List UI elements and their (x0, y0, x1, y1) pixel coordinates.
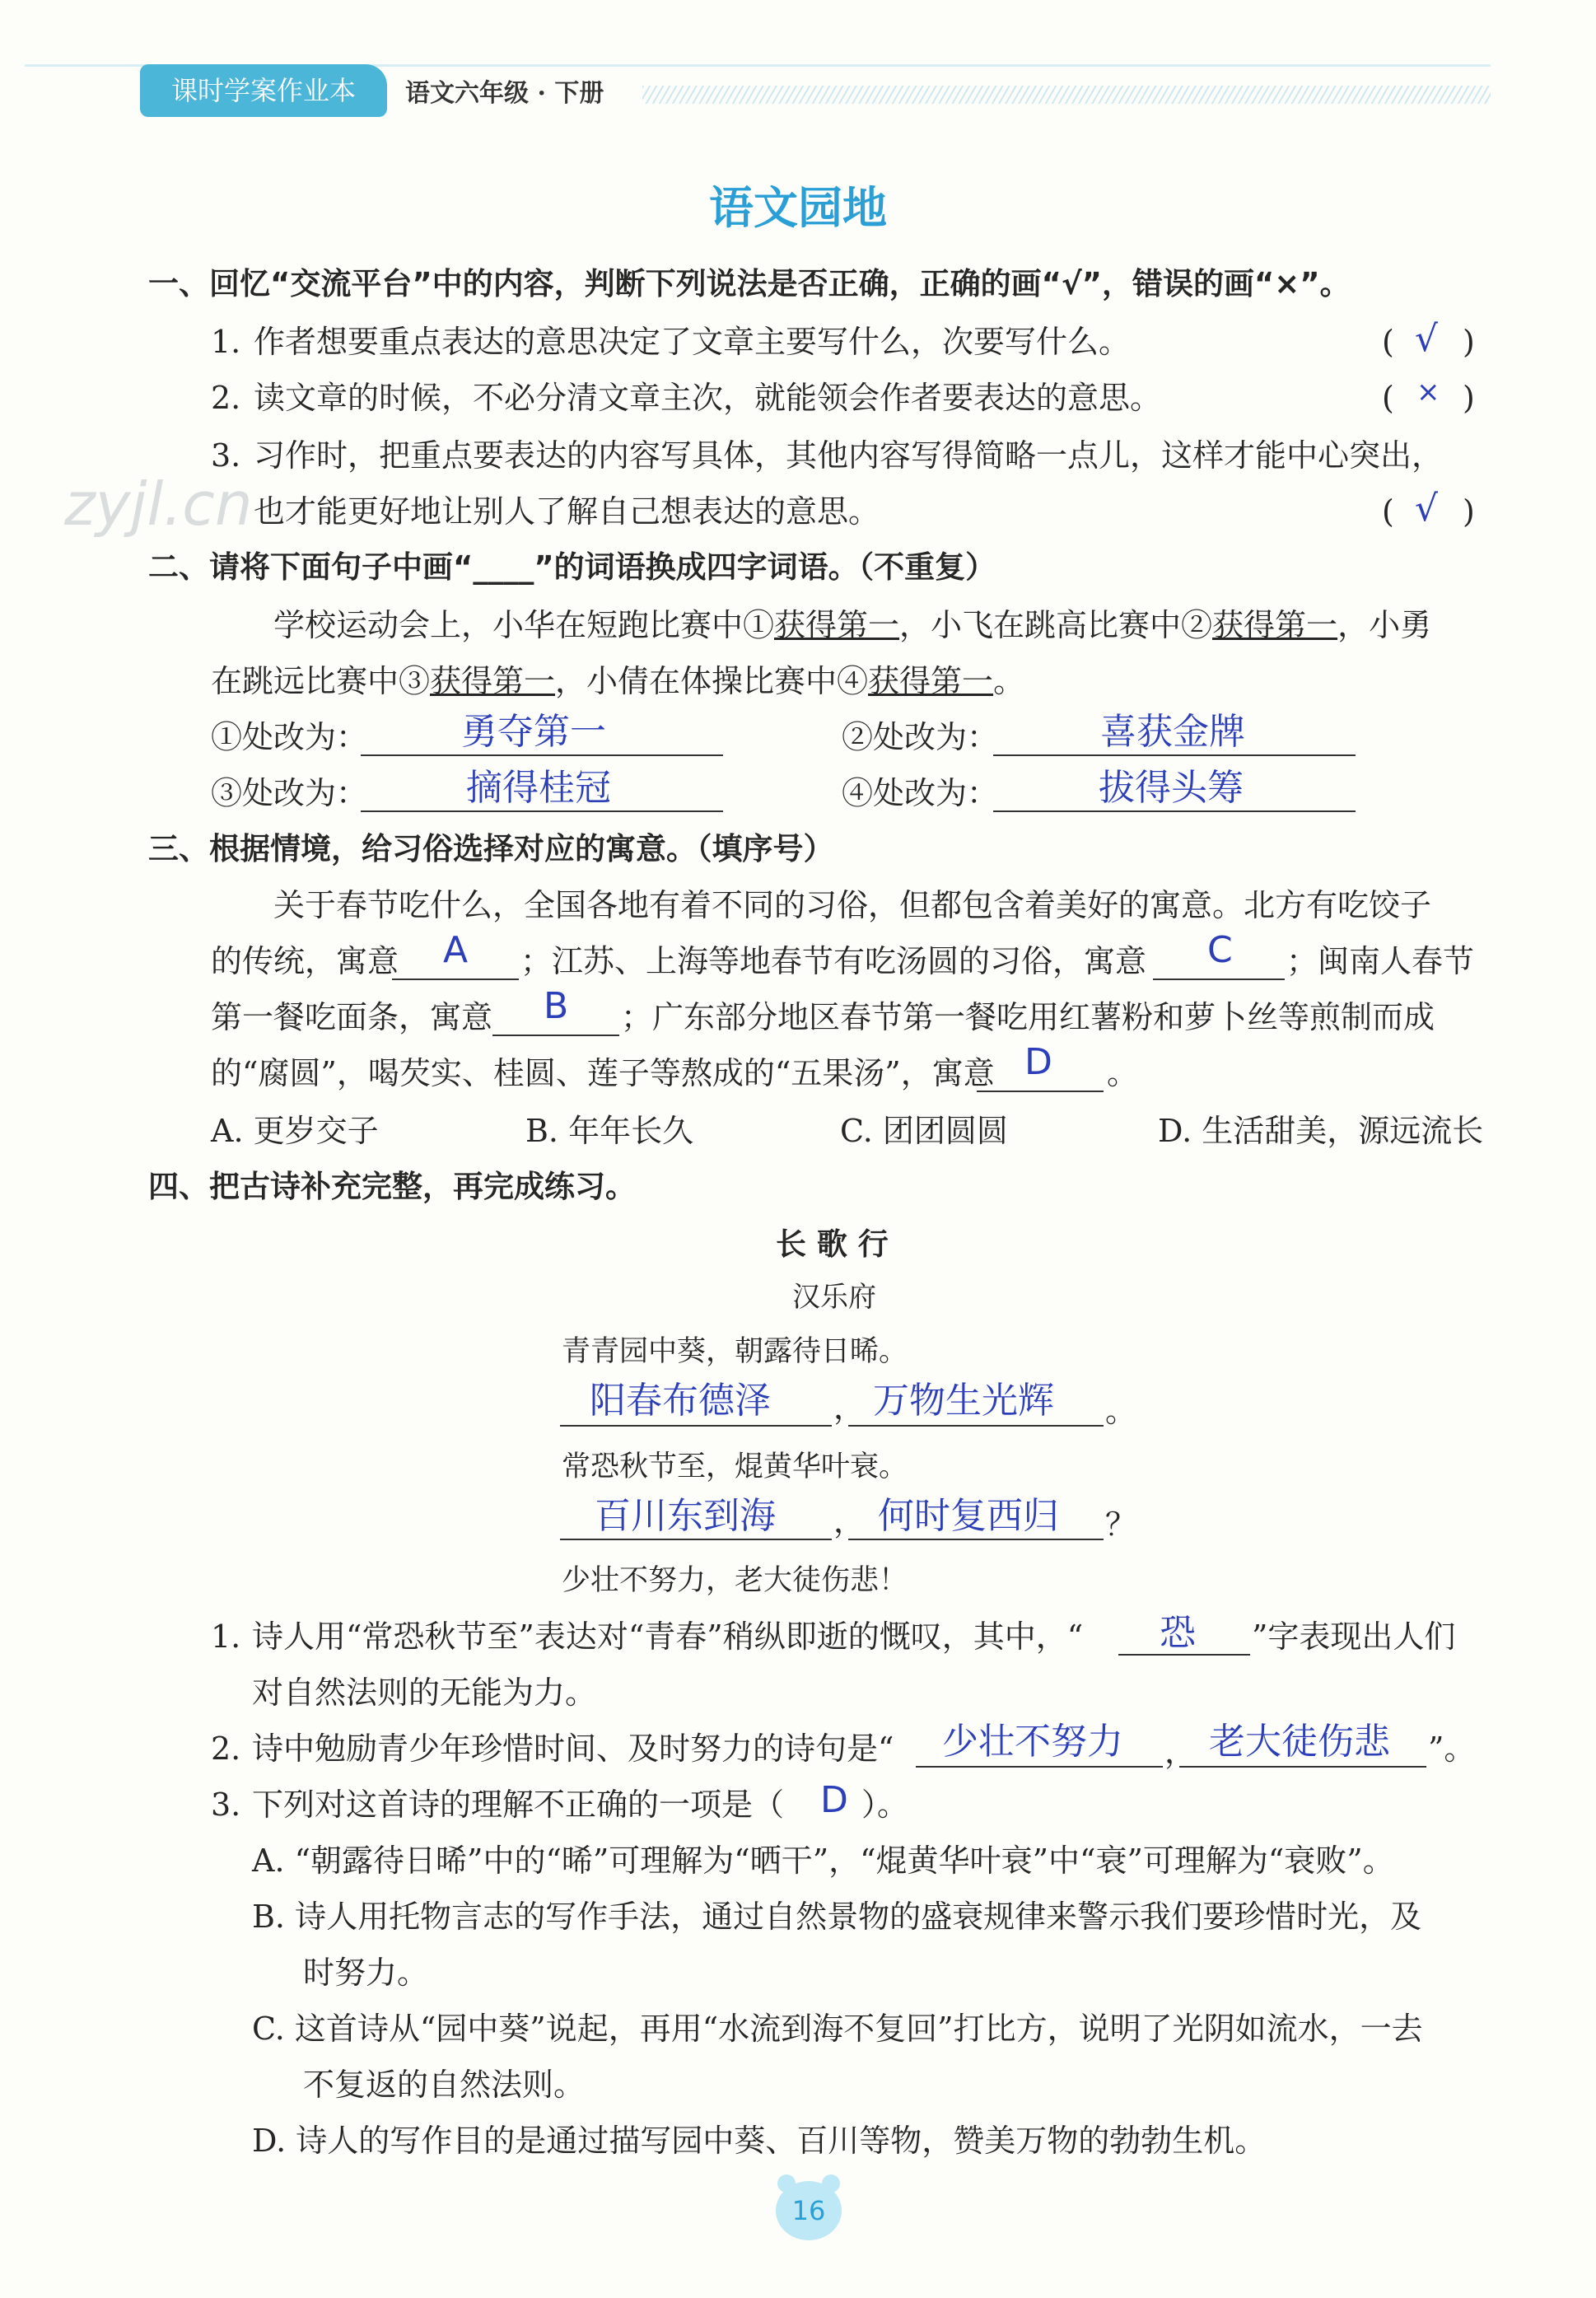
poem-qmark: ？ (1105, 1506, 1137, 1543)
q3-text-b: ）。 (861, 1787, 909, 1823)
q1-num: 1. (211, 1618, 241, 1655)
header-subtitle: 语文六年级 · 下册 (405, 79, 604, 108)
poem-period: 。 (1105, 1393, 1137, 1429)
s3-p2a: 的传统，寓意 (211, 943, 399, 979)
q2-comma: ， (1164, 1734, 1197, 1770)
s1-item1-bracket-close: ) (1463, 324, 1475, 360)
poem-blank-1[interactable] (560, 1425, 832, 1427)
q2-num: 2. (211, 1731, 241, 1767)
poem-answer-3: 百川东到海 (595, 1495, 776, 1537)
s3-blank-4[interactable] (977, 1091, 1104, 1092)
s3-answer-2: C (1207, 929, 1233, 971)
q3-option-b-line2: 时努力。 (303, 1955, 429, 1991)
q3-text-a: 下列对这首诗的理解不正确的一项是（ (252, 1787, 785, 1823)
poem-comma-1: ， (833, 1390, 866, 1426)
s2-answer-2: 喜获金牌 (1100, 711, 1245, 753)
q3-num: 3. (211, 1787, 241, 1823)
s2-blank-2[interactable] (993, 754, 1356, 756)
q3-option-c-line1: C. 这首诗从“园中葵”说起，再用“水流到海不复回”打比方，说明了光阴如流水，一去 (252, 2011, 1423, 2047)
s3-p3a: 第一餐吃面条，寓意 (211, 999, 493, 1035)
q1-answer: 恐 (1160, 1612, 1196, 1654)
q2-blank-2[interactable] (1179, 1766, 1426, 1768)
q2-text-b: ”。 (1428, 1731, 1476, 1767)
q2-answer-1: 少壮不努力 (942, 1721, 1123, 1763)
poem-title: 长 歌 行 (776, 1226, 889, 1262)
s3-option-d: D. 生活甜美，源远流长 (1158, 1113, 1484, 1149)
page-title: 语文园地 (709, 182, 887, 234)
q1-text-a: 诗人用“常恐秋节至”表达对“青春”稍纵即逝的慨叹，其中，“ (252, 1618, 1084, 1655)
s2-answer-4: 拔得头筹 (1099, 767, 1244, 809)
q1-text-c: 对自然法则的无能为力。 (252, 1674, 597, 1711)
s1-item2-bracket-close: ) (1463, 380, 1475, 416)
s3-option-a: A. 更岁交子 (211, 1113, 379, 1149)
s2-line2: 在跳远比赛中③获得第一，小倩在体操比赛中④获得第一。 (211, 663, 1025, 699)
s3-answer-1: A (443, 929, 469, 971)
s3-blank-3[interactable] (492, 1035, 619, 1036)
page-number: 16 (776, 2181, 842, 2240)
poem-answer-2: 万物生光辉 (873, 1380, 1054, 1422)
s2-answer-3: 摘得桂冠 (466, 767, 611, 809)
header-hatch (642, 86, 1491, 104)
q2-blank-1[interactable] (916, 1766, 1163, 1768)
s1-item3-bracket-close: ) (1463, 493, 1475, 530)
section4-heading: 四、把古诗补充完整，再完成练习。 (148, 1169, 636, 1204)
s3-p4a: 的“腐圆”，喝芡实、桂圆、莲子等熬成的“五果汤”，寓意 (211, 1055, 995, 1091)
s2-line1: 学校运动会上，小华在短跑比赛中①获得第一，小飞在跳高比赛中②获得第一，小勇 (273, 607, 1432, 643)
q2-text-a: 诗中勉励青少年珍惜时间、及时努力的诗句是“ (252, 1731, 894, 1767)
poem-answer-4: 何时复西归 (878, 1495, 1059, 1537)
q3-option-b-line1: B. 诗人用托物言志的写作手法，通过自然景物的盛衰规律来警示我们要珍惜时光，及 (252, 1899, 1422, 1935)
s1-item1-text: 作者想要重点表达的意思决定了文章主要写什么，次要写什么。 (254, 324, 1131, 360)
s1-item2-bracket-open: ( (1382, 380, 1394, 416)
s1-item2-text: 读文章的时候，不必分清文章主次，就能领会作者要表达的意思。 (254, 380, 1162, 416)
poem-answer-1: 阳春布德泽 (590, 1380, 771, 1422)
q3-answer: D (820, 1779, 848, 1821)
q3-option-d: D. 诗人的写作目的是通过描写园中葵、百川等物，赞美万物的勃勃生机。 (252, 2123, 1267, 2159)
s2-answer-1: 勇夺第一 (461, 711, 606, 753)
s3-p2c: ；闽南人春节 (1286, 943, 1475, 979)
s3-p3b: ；广东部分地区春节第一餐吃用红薯粉和萝卜丝等煎制而成 (621, 999, 1435, 1035)
s3-blank-1[interactable] (392, 979, 519, 980)
s1-item2-num: 2. (211, 380, 241, 416)
s3-option-c: C. 团团圆圆 (840, 1113, 1008, 1149)
section1-heading: 一、回忆“交流平台”中的内容，判断下列说法是否正确，正确的画“√”，错误的画“×”。 (148, 266, 1351, 301)
q3-option-c-line2: 不复返的自然法则。 (303, 2067, 586, 2103)
s1-item2-answer: × (1416, 376, 1440, 409)
s1-item3-answer: √ (1415, 488, 1439, 530)
s3-p4b: 。 (1107, 1055, 1139, 1091)
poem-blank-4[interactable] (848, 1539, 1104, 1540)
section2-heading: 二、请将下面句子中画“____”的词语换成四字词语。（不重复） (148, 549, 996, 585)
s2-label-1: ①处改为： (211, 719, 368, 755)
q3-option-a: A. “朝露待日晞”中的“晞”可理解为“晒干”，“焜黄华叶衰”中“衰”可理解为“衰败”。 (252, 1843, 1394, 1879)
s1-item1-bracket-open: ( (1382, 324, 1394, 360)
s1-item1-answer: √ (1415, 318, 1439, 360)
s1-item3-text: 习作时，把重点要表达的内容写具体，其他内容写得简略一点儿，这样才能中心突出， (254, 437, 1444, 474)
poem-line3: 常恐秋节至，焜黄华叶衰。 (562, 1450, 908, 1483)
poem-comma-2: ， (833, 1503, 866, 1539)
s2-blank-4[interactable] (993, 810, 1356, 812)
s3-answer-3: B (544, 985, 569, 1027)
watermark: zyjl.cn (64, 469, 253, 539)
section3-heading: 三、根据情境，给习俗选择对应的寓意。（填序号） (148, 831, 834, 866)
poem-author: 汉乐府 (792, 1281, 876, 1314)
poem-line5: 少壮不努力，老大徒伤悲！ (562, 1564, 908, 1597)
header-tab: 课时学案作业本 (140, 64, 387, 117)
s3-option-b: B. 年年长久 (525, 1113, 694, 1149)
s2-label-3: ③处改为： (211, 775, 368, 811)
s2-label-4: ④处改为： (842, 775, 999, 811)
s2-blank-1[interactable] (361, 754, 723, 756)
s1-item1-num: 1. (211, 324, 241, 360)
s2-label-2: ②处改为： (842, 719, 999, 755)
poem-blank-2[interactable] (848, 1425, 1104, 1427)
s1-item3-text2: 也才能更好地让别人了解自己想表达的意思。 (254, 493, 880, 530)
s2-blank-3[interactable] (361, 810, 723, 812)
s3-answer-4: D (1024, 1041, 1052, 1083)
poem-line1: 青青园中葵，朝露待日晞。 (562, 1335, 908, 1368)
q2-answer-2: 老大徒伤悲 (1209, 1721, 1390, 1763)
s1-item3-bracket-open: ( (1382, 493, 1394, 530)
poem-blank-3[interactable] (560, 1539, 832, 1540)
s3-blank-2[interactable] (1153, 979, 1285, 980)
s1-item3-num: 3. (211, 437, 241, 474)
q1-text-b: ”字表现出人们 (1252, 1618, 1456, 1655)
s3-p2b: ；江苏、上海等地春节有吃汤圆的习俗，寓意 (520, 943, 1147, 979)
s3-p1: 关于春节吃什么，全国各地有着不同的习俗，但都包含着美好的寓意。北方有吃饺子 (273, 887, 1432, 923)
